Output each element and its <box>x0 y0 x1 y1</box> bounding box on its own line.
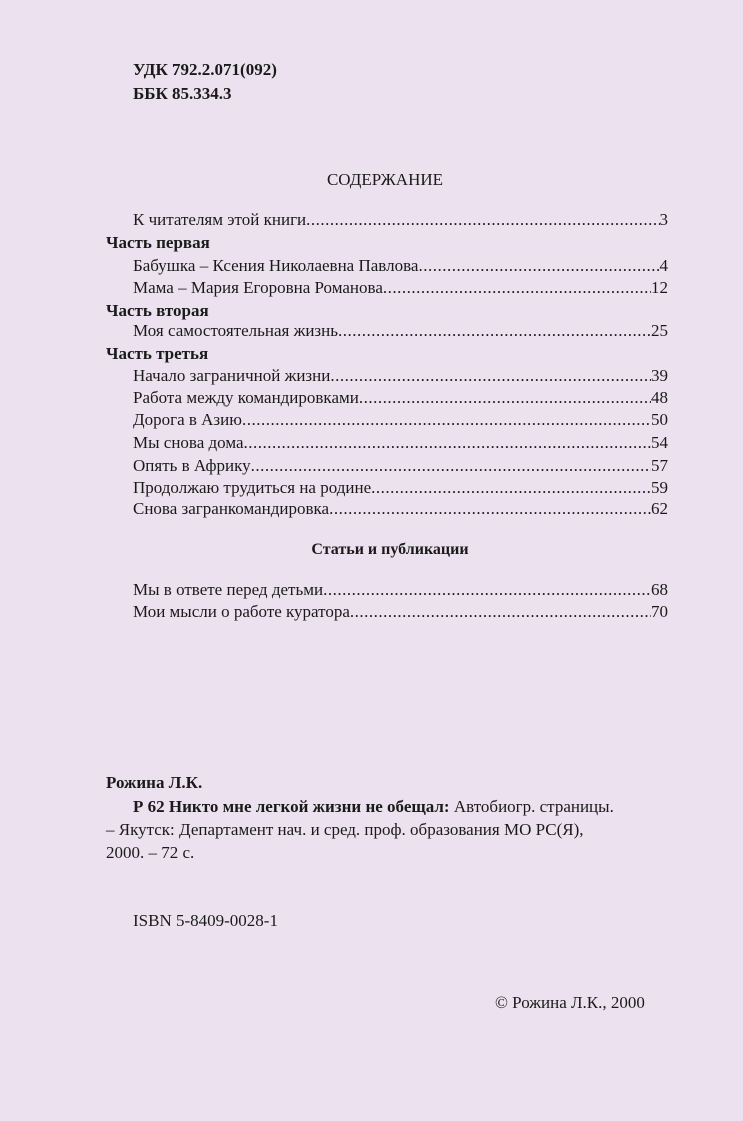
toc-entry-page: 70 <box>651 602 668 621</box>
toc-entry <box>133 410 668 430</box>
toc-entry-page: 39 <box>651 366 668 385</box>
dot-leader <box>242 410 651 430</box>
toc-entry-page: 3 <box>659 210 668 229</box>
toc-entry-title: Мама – Мария Егоровна Романова <box>133 278 383 297</box>
toc-entry-title: Продолжаю трудиться на родине <box>133 478 372 497</box>
toc-entry-title: Работа между командировками <box>133 388 359 407</box>
bbk-code: ББК 85.334.3 <box>133 84 232 103</box>
toc-section-heading: Статьи и публикации <box>311 541 469 558</box>
copyright: © Рожина Л.К., 2000 <box>495 993 645 1012</box>
toc-entry-page: 59 <box>651 478 668 497</box>
toc-entry-page: 50 <box>651 410 668 429</box>
bib-subtitle: Автобиогр. страницы. <box>453 797 614 816</box>
toc-entry <box>133 456 668 476</box>
toc-entry <box>133 499 668 519</box>
toc-entry-page: 48 <box>651 388 668 407</box>
dot-leader <box>244 433 651 453</box>
bib-author: Рожина Л.К. <box>106 773 203 792</box>
toc-entry-title: Снова загранкомандировка <box>133 499 330 518</box>
toc-entry-title: Бабушка – Ксения Николаевна Павлова <box>133 256 419 275</box>
udk-code: УДК 792.2.071(092) <box>133 60 277 79</box>
toc-entry-title: Мои мысли о работе куратора <box>133 602 350 621</box>
dot-leader <box>306 210 659 230</box>
toc-entry <box>133 256 668 276</box>
toc-entry-page: 68 <box>651 580 668 599</box>
toc-entry <box>133 210 668 230</box>
toc-entry-page: 62 <box>651 499 668 518</box>
toc-entry <box>133 478 668 498</box>
toc-entry <box>133 433 668 453</box>
dot-leader <box>371 478 651 498</box>
toc-entry-page: 4 <box>659 256 668 275</box>
toc-part-heading: Часть третья <box>106 344 209 363</box>
toc-entry-title: Опять в Африку <box>133 456 251 475</box>
bib-year-pages: 2000. – 72 с. <box>106 843 195 862</box>
toc-entry <box>133 321 668 341</box>
toc-entry <box>133 580 668 600</box>
toc-entry-title: Мы в ответе перед детьми <box>133 580 324 599</box>
toc-entry <box>133 366 668 386</box>
dot-leader <box>338 321 651 341</box>
dot-leader <box>329 499 651 519</box>
dot-leader <box>418 256 659 276</box>
toc-entry-title: Начало заграничной жизни <box>133 366 331 385</box>
toc-entry-page: 12 <box>651 278 668 297</box>
bib-title-line <box>133 797 614 817</box>
toc-part-heading: Часть первая <box>106 233 210 252</box>
toc-entry <box>133 388 668 408</box>
toc-entry <box>133 278 668 298</box>
dot-leader <box>359 388 651 408</box>
toc-part-heading: Часть вторая <box>106 301 209 320</box>
toc-entry-title: Мы снова дома <box>133 433 244 452</box>
toc-entry-page: 57 <box>651 456 668 475</box>
isbn: ISBN 5-8409-0028-1 <box>133 911 278 930</box>
dot-leader <box>350 602 651 622</box>
toc-entry-title: Дорога в Азию <box>133 410 242 429</box>
toc-entry <box>133 602 668 622</box>
dot-leader <box>330 366 651 386</box>
contents-title: СОДЕРЖАНИЕ <box>326 170 444 189</box>
dot-leader <box>323 580 651 600</box>
bib-publisher: – Якутск: Департамент нач. и сред. проф. образования МО РС(Я), <box>106 820 584 839</box>
bib-code-title: Р 62 Никто мне легкой жизни не обещал: <box>133 797 450 816</box>
toc-entry-title: Моя самостоятельная жизнь <box>133 321 338 340</box>
toc-entry-title: К читателям этой книги <box>133 210 307 229</box>
dot-leader <box>383 278 651 298</box>
toc-entry-page: 25 <box>651 321 668 340</box>
toc-entry-page: 54 <box>651 433 668 452</box>
dot-leader <box>251 456 651 476</box>
